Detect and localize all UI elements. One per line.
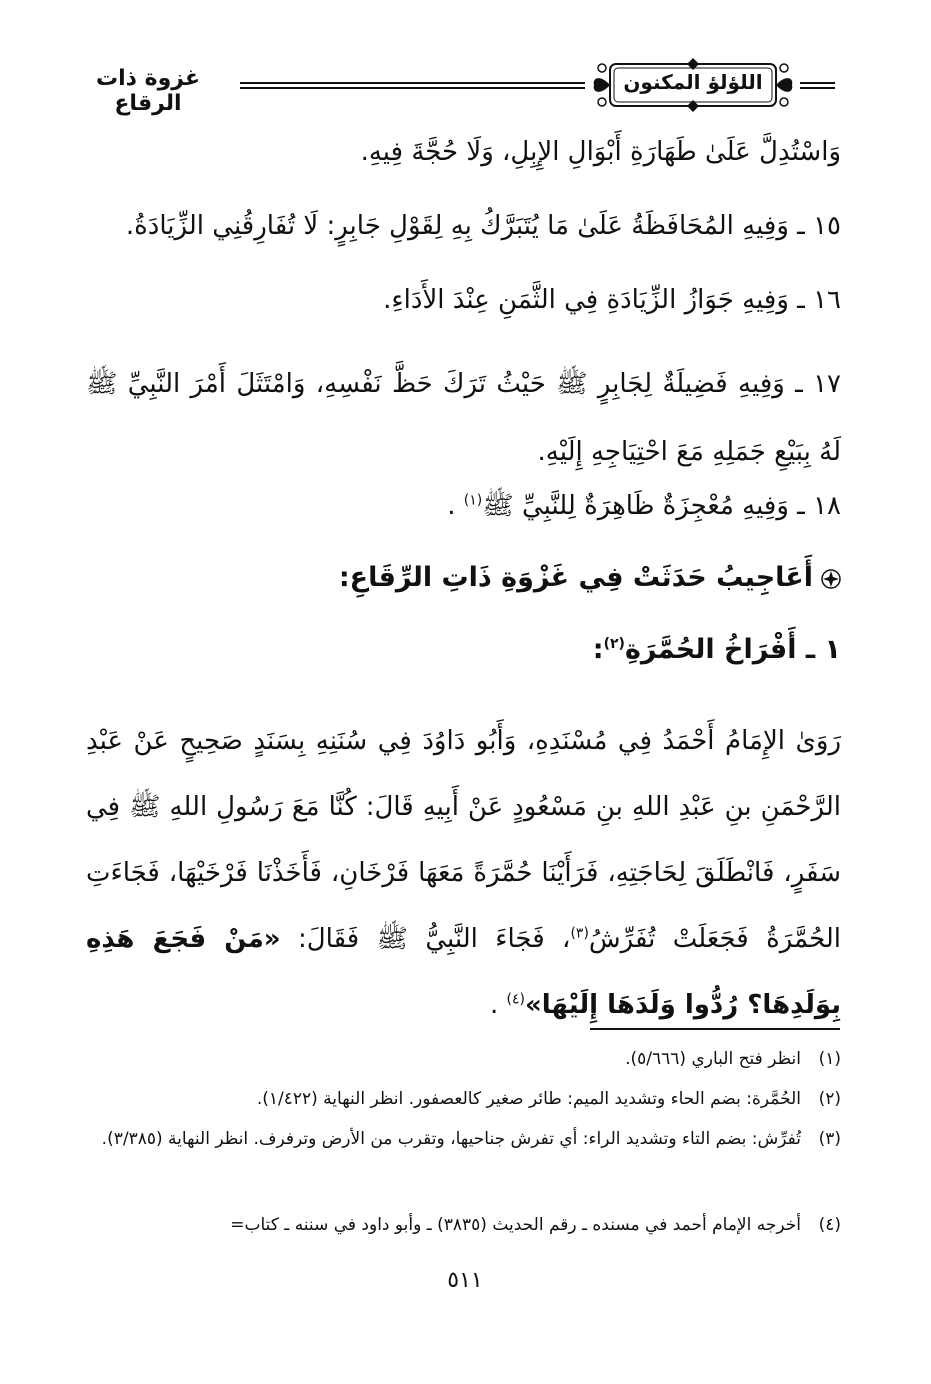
running-header <box>60 56 840 118</box>
chapter-title: غزوة ذات الرقاع <box>96 66 200 116</box>
footnote-ref-3: (٣) <box>570 925 589 942</box>
footnote-number: (٣) <box>818 1129 841 1149</box>
footnote-4 <box>86 1208 841 1242</box>
hadith-quote: «مَنْ فَجَعَ هَذِهِ بِوَلَدِهَا؟ رُدُّوا وَلَدَهَا إِلَيْهَا» <box>86 924 841 1020</box>
footnote-text: الحُمَّرة: بضم الحاء وتشديد الميم: طائر صغير كالعصفور. انظر النهاية (١/٤٢٢). <box>256 1089 801 1109</box>
footnote-ref-1: (١) <box>463 492 483 509</box>
section-heading <box>86 560 841 596</box>
header-rule-right <box>800 82 835 89</box>
footnote-number: (٢) <box>818 1089 841 1109</box>
section-heading-text: أَعَاجِيبُ حَدَثَتْ فِي غَزْوَةِ ذَاتِ الرِّقَاعِ: <box>338 562 813 593</box>
paragraph-item-17: ١٧ ـ وَفِيهِ فَضِيلَةٌ لِجَابِرٍ ﷺ حَيْثُ تَرَكَ حَظَّ نَفْسِهِ، وَامْتَثَلَ أَمْرَ النَّبِيِّ ﷺ لَهُ بِبَيْعِ جَمَلِهِ مَعَ احْتِيَاجِهِ إِلَيْهِ. <box>86 369 841 467</box>
item-18-end: . <box>447 491 456 521</box>
paragraph-item-16: ١٦ ـ وَفِيهِ جَوَازُ الزِّيَادَةِ فِي الثَّمَنِ عِنْدَ الأَدَاءِ. <box>383 285 841 315</box>
footnote-2 <box>86 1082 841 1116</box>
subheading-text: ١ ـ أَفْرَاخُ الحُمَّرَةِ <box>624 634 841 665</box>
hadith-narration: رَوَىٰ الإِمَامُ أَحْمَدُ فِي مُسْنَدِهِ، وَأَبُو دَاوُدَ فِي سُنَنِهِ بِسَنَدٍ صَحِيحٍ عَنْ عَبْدِ الرَّحْمَنِ بنِ عَبْدِ اللهِ بنِ مَسْعُودٍ عَنْ أَبِيهِ قَالَ: كُنَّا مَعَ رَسُولِ اللهِ ﷺ فِي سَفَرٍ، فَانْطَلَقَ لِحَاجَتِهِ، فَرَأَيْنَا حُمَّرَةً مَعَهَا فَرْخَانِ، فَأَخَذْنَا فَرْخَيْهَا، فَجَاءَتِ الحُمَّرَةُ فَجَعَلَتْ تُفَرِّشُ <box>86 726 842 954</box>
footnote-ref-4: (٤) <box>506 991 525 1008</box>
footnote-number: (٤) <box>818 1215 841 1235</box>
subheading <box>86 632 841 668</box>
footnote-text: أخرجه الإمام أحمد في مسنده ـ رقم الحديث (٣٨٣٥) ـ وأبو داود في سننه ـ كتاب= <box>230 1215 801 1235</box>
book-title: اللؤلؤ المكنون <box>623 70 763 94</box>
paragraph-item-15: ١٥ ـ وَفِيهِ المُحَافَظَةُ عَلَىٰ مَا يُتَبَرَّكُ بِهِ لِقَوْلِ جَابِرٍ: لَا تُفَارِقُنِي الزِّيَادَةُ. <box>125 211 841 241</box>
footnote-1 <box>86 1042 841 1076</box>
page-number: ٥١١ <box>447 1268 483 1293</box>
footnote-text: تُفرِّش: بضم التاء وتشديد الراء: أي تفرش جناحيها، وتقرب من الأرض وترفرف. انظر النهاية (٣/٣٨٥). <box>101 1129 801 1149</box>
footnote-ref-2: (٢) <box>603 636 625 652</box>
footnote-separator <box>590 1028 840 1030</box>
hadith-paragraph <box>86 708 841 1038</box>
footnote-3 <box>86 1122 841 1156</box>
footnote-text: انظر فتح الباري (٥/٦٦٦). <box>625 1049 801 1069</box>
book-title-cartouche <box>588 56 798 114</box>
paragraph-1: وَاسْتُدِلَّ عَلَىٰ طَهَارَةِ أَبْوَالِ الإِبِلِ، وَلَا حُجَّةَ فِيهِ. <box>360 137 841 167</box>
hadith-narration-cont: ، فَجَاءَ النَّبِيُّ ﷺ فَقَالَ: <box>280 924 571 954</box>
item-18-text: ١٨ ـ وَفِيهِ مُعْجِزَةٌ ظَاهِرَةٌ لِلنَّبِيِّ ﷺ <box>482 491 841 521</box>
header-rule-left <box>240 82 585 89</box>
subheading-end: : <box>592 634 604 665</box>
footnote-number: (١) <box>818 1049 841 1069</box>
paragraph-item-18 <box>86 488 841 524</box>
flower-ornament-icon <box>821 569 841 589</box>
hadith-end: . <box>490 990 499 1020</box>
